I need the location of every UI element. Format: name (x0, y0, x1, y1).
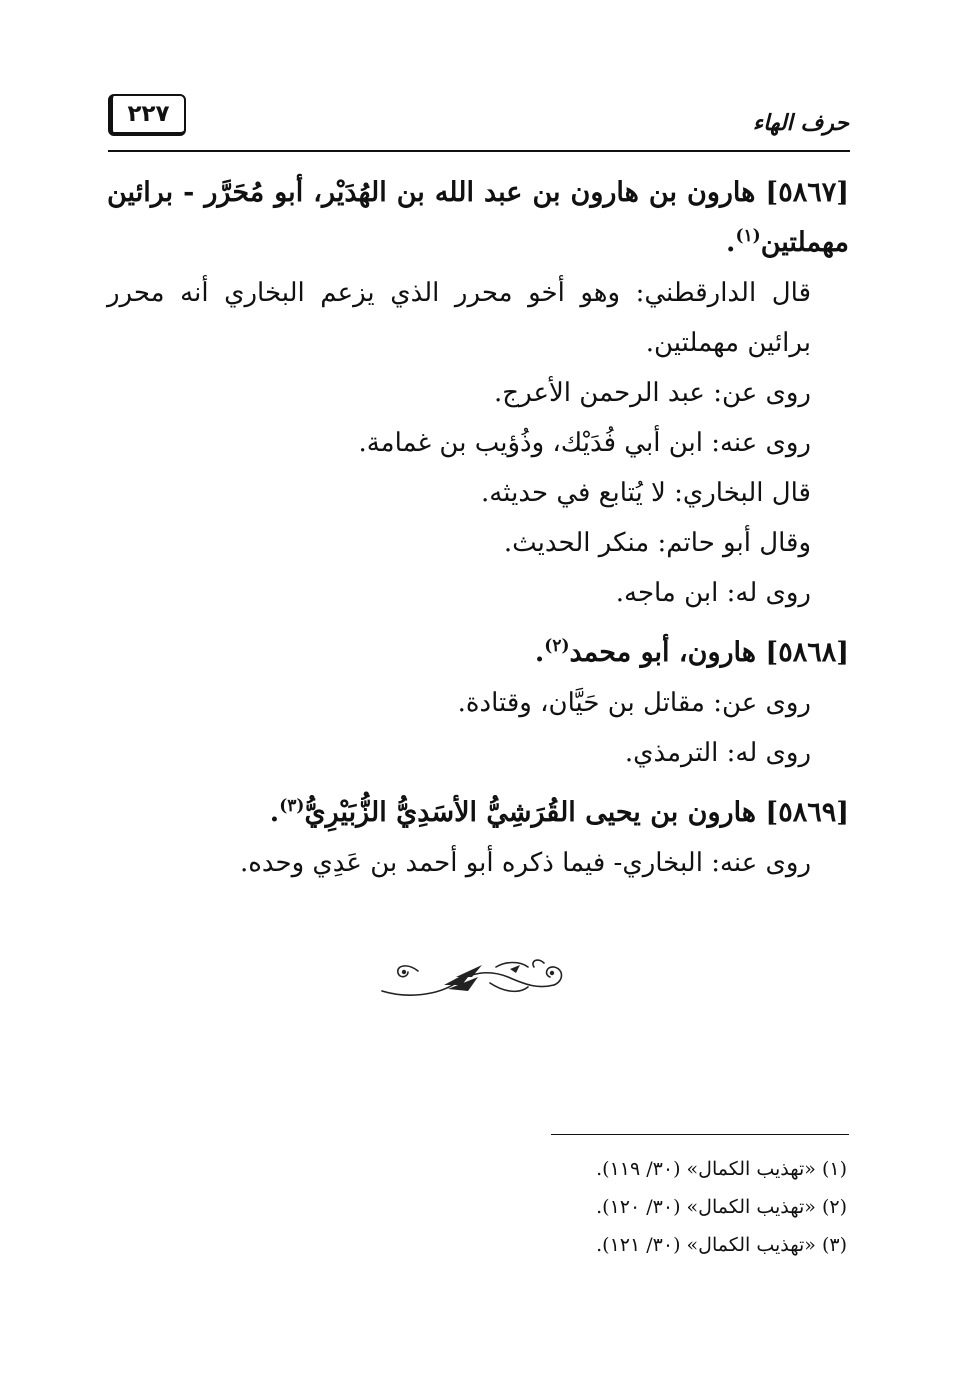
entry-heading-text: [٥٨٦٩] هارون بن يحيى القُرَشِيُّ الأسَدِيُّ الزُّبَيْرِيُّ (304, 797, 849, 828)
footnotes (347, 1150, 847, 1264)
page-number-text: ٢٢٧ (127, 101, 170, 127)
paragraph: قال الدارقطني: وهو أخو محرر الذي يزعم البخاري أنه محرر برائين مهملتين. (107, 278, 811, 358)
entry-heading-5868 (107, 628, 849, 678)
entry-heading-5869 (107, 788, 849, 838)
entry-heading-end: . (534, 637, 545, 668)
footnote-ref[interactable]: (٢) (544, 636, 570, 656)
running-head: حرف الهاء (752, 110, 849, 136)
paragraph: وقال أبو حاتم: منكر الحديث. (503, 528, 811, 558)
entry-heading-text: [٥٨٦٧] هارون بن هارون بن عبد الله بن الهُدَيْر، أبو مُحَرَّر - برائين مهملتين (107, 177, 849, 258)
footnote-item: (٣) «تهذيب الكمال» (٣٠/ ١٢١). (596, 1234, 847, 1256)
entry-heading-text: [٥٨٦٨] هارون، أبو محمد (569, 637, 849, 668)
entry-heading-end: . (726, 227, 736, 258)
paragraph: روى عن: عبد الرحمن الأعرج. (494, 378, 811, 408)
body-text (107, 168, 849, 888)
paragraph: روى عنه: ابن أبي فُدَيْك، وذُؤيب بن غمامة. (358, 428, 811, 458)
entry-heading-end: . (269, 797, 280, 828)
footnote-ref[interactable]: (٣) (279, 796, 305, 816)
footnote-item: (١) «تهذيب الكمال» (٣٠/ ١١٩). (596, 1158, 847, 1180)
paragraph: روى عنه: البخاري- فيما ذكره أبو أحمد بن عَدِي وحده. (239, 848, 811, 878)
paragraph: روى له: الترمذي. (624, 738, 811, 768)
entry-heading-5867 (107, 168, 849, 268)
footnote-ref[interactable]: (١) (735, 226, 761, 246)
paragraph: قال البخاري: لا يُتابع في حديثه. (481, 478, 811, 508)
floral-divider-icon (378, 955, 566, 1005)
footnote-item: (٢) «تهذيب الكمال» (٣٠/ ١٢٠). (596, 1196, 847, 1218)
footnote-rule (551, 1134, 849, 1135)
page-number (108, 94, 186, 136)
paragraph: روى عن: مقاتل بن حَيَّان، وقتادة. (457, 688, 811, 718)
header-rule (108, 150, 850, 152)
paragraph: روى له: ابن ماجه. (615, 578, 811, 608)
